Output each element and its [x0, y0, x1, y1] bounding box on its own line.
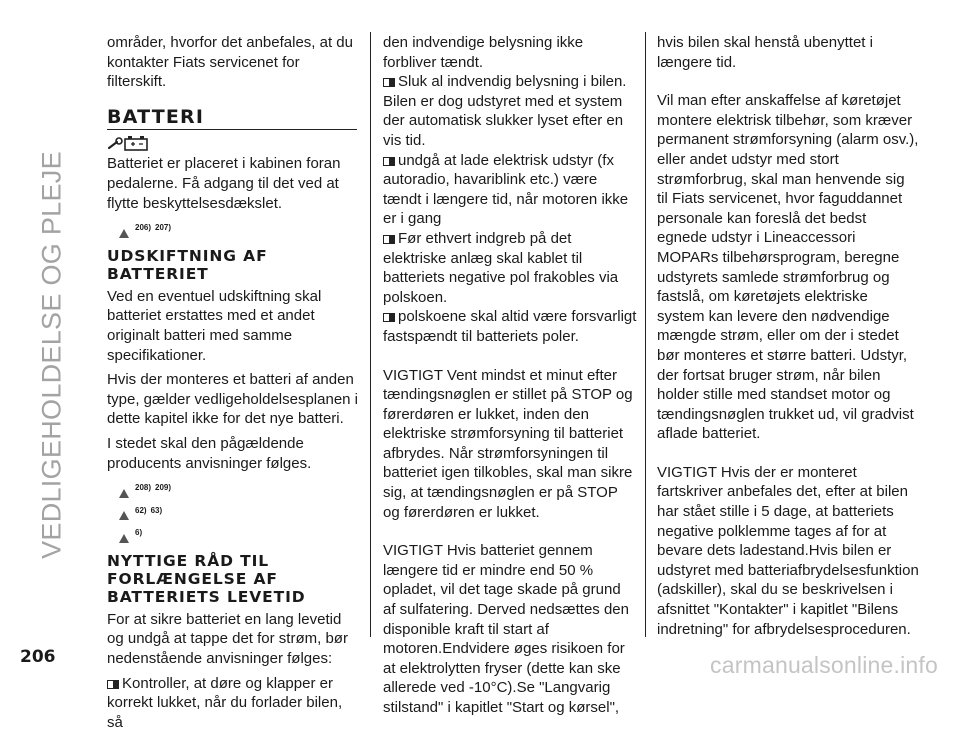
subheading-replacement: UDSKIFTNING AF BATTERIET [107, 246, 268, 283]
environment-refs [119, 523, 359, 543]
bullet-item: Før ethvert indgreb på det elektriske anlæg skal kablet til batteriets negative pol frakobles via polskoen. [383, 229, 619, 306]
ref-label: 62) [135, 505, 147, 515]
bullet-marker-icon [107, 680, 119, 689]
ref-label: 208) [135, 483, 152, 493]
page-number: 206 [20, 647, 56, 667]
replacement-paragraph-2: Hvis der monteres et batteri af anden type, gælder vedligeholdelsesplanen i dette kapitel ikke for det nye batteri. [107, 371, 359, 428]
paragraph: den indvendige belysning ikke forbliver tændt. [383, 34, 584, 71]
warning-refs-2 [119, 478, 359, 498]
bullet-marker-icon [383, 157, 395, 166]
important-note-2: VIGTIGT Hvis batteriet gennem længere tid er mindre end 50 % opladet, vil det tage skade på grund af sulfatering. Derved nedsættes den disponible kraft til start af motoren.Endvidere øges risikoen for at elektrolytten fryser (dette kan ske allerede ved -10°C).Se "Langvarig stilstand" i kapitlet "Start og kørsel", [383, 542, 629, 716]
accessories-paragraph: Vil man efter anskaffelse af køretøjet montere elektrisk tilbehør, som kræver permanent strømforsyning (alarm osv.), eller andet udstyr med stort strømforbrug, skal man henvende sig til Fiats servicenet, hvor faguddannet personale kan foreslå det bedst egnede udstyr i Lineaccessori MOPARs tilbehørsprogram, beregne udstyrets samlede strømforbrug og fastslå, om køretøjets elektriske system kan levere den nødvendige mængde strøm, eller om der i stedet bør monteres et større batteri. Udstyr, der fortsat bruger strøm, når bilen holder stille med standset motor og tændingsnøglen trukket ud, vil gradvist aflade batteriet. [657, 92, 919, 443]
important-note-1: VIGTIGT Vent mindst et minut efter tændingsnøglen er stillet på STOP og førerdøren er lukket, inden den elektriske strømforsyning til batteriet afbrydes. Når strømforsyningen til batteriet igen tilkobles, skal man sikre sig, at tændingsnøglen er på STOP og førerdøren er lukket. [383, 366, 633, 521]
bullet-item: Sluk al indvendig belysning i bilen. [383, 72, 637, 92]
replacement-paragraph-1: Ved en eventuel udskiftning skal batteriet erstattes med et andet originalt batteri med samme specifikationer. [107, 287, 322, 364]
wrench-battery-icon [107, 134, 151, 152]
ref-label: 207) [155, 223, 172, 233]
bullet-marker-icon [383, 313, 395, 322]
caution-triangle-icon [119, 511, 129, 520]
warning-triangle-icon [119, 489, 129, 498]
bullet-item: Kontroller, at døre og klapper er korrekt lukket, når du forlader bilen, så [107, 674, 343, 731]
watermark-text: carmanualsonline.info [710, 652, 938, 678]
battery-symbol-row [107, 134, 359, 152]
bullet-item: undgå at lade elektrisk udstyr (fx autoradio, havariblink etc.) være tændt i længere tid, når motoren ikke er i gang [383, 151, 629, 228]
battery-location-paragraph: Batteriet er placeret i kabinen foran pedalerne. Få adgang til det ved at flytte beskyttelsesdækslet. [107, 155, 341, 212]
column-3 [657, 33, 919, 644]
replacement-paragraph-3: I stedet skal den pågældende producents anvisninger følges. [107, 434, 312, 472]
intro-paragraph: områder, hvorfor det anbefales, at du kontakter Fiats servicenet for filterskift. [107, 34, 353, 91]
important-note-3: VIGTIGT Hvis der er monteret fartskriver anbefales det, efter at bilen har stået stille i 5 dage, at batteriets negative polklemme tages af for at bevare dets ladestand.Hvis bilen er udstyret med batteriafbrydelsesfunktion (adskiller), skal du se beskrivelsen i afsnittet "Kontakter" i kapitlet "Bilens indretning" for afbrydelsesproceduren. [657, 463, 919, 638]
subheading-battery-life: NYTTIGE RÅD TIL FORLÆNGELSE AF BATTERIETS LEVETID [107, 551, 306, 606]
paragraph: Bilen er dog udstyret med et system der automatisk slukker lyset efter en vis tid. [383, 92, 624, 149]
column-2 [383, 33, 637, 723]
battery-life-paragraph: For at sikre batteriet en lang levetid og undgå at tappe det for strøm, bør nedenstående anvisninger følges: [107, 610, 348, 668]
environment-icon [119, 534, 129, 543]
paragraph: hvis bilen skal henstå ubenyttet i længere tid. [657, 34, 873, 71]
chapter-side-title: VEDLIGEHOLDELSE OG PLEJE [36, 151, 67, 559]
ref-label: 206) [135, 223, 152, 233]
warning-triangle-icon [119, 229, 129, 238]
ref-label: 63) [150, 505, 163, 515]
section-heading-batteri: BATTERI [107, 108, 357, 131]
column-divider-1 [370, 32, 371, 637]
warning-refs-1 [119, 218, 359, 238]
column-1 [107, 33, 359, 737]
bullet-item: polskoene skal altid være forsvarligt fastspændt til batteriets poler. [383, 308, 637, 345]
caution-refs [119, 501, 359, 521]
bullet-marker-icon [383, 235, 395, 244]
ref-label: 209) [155, 483, 172, 493]
column-divider-2 [645, 32, 646, 637]
ref-label: 6) [135, 528, 143, 538]
bullet-marker-icon [383, 78, 395, 87]
